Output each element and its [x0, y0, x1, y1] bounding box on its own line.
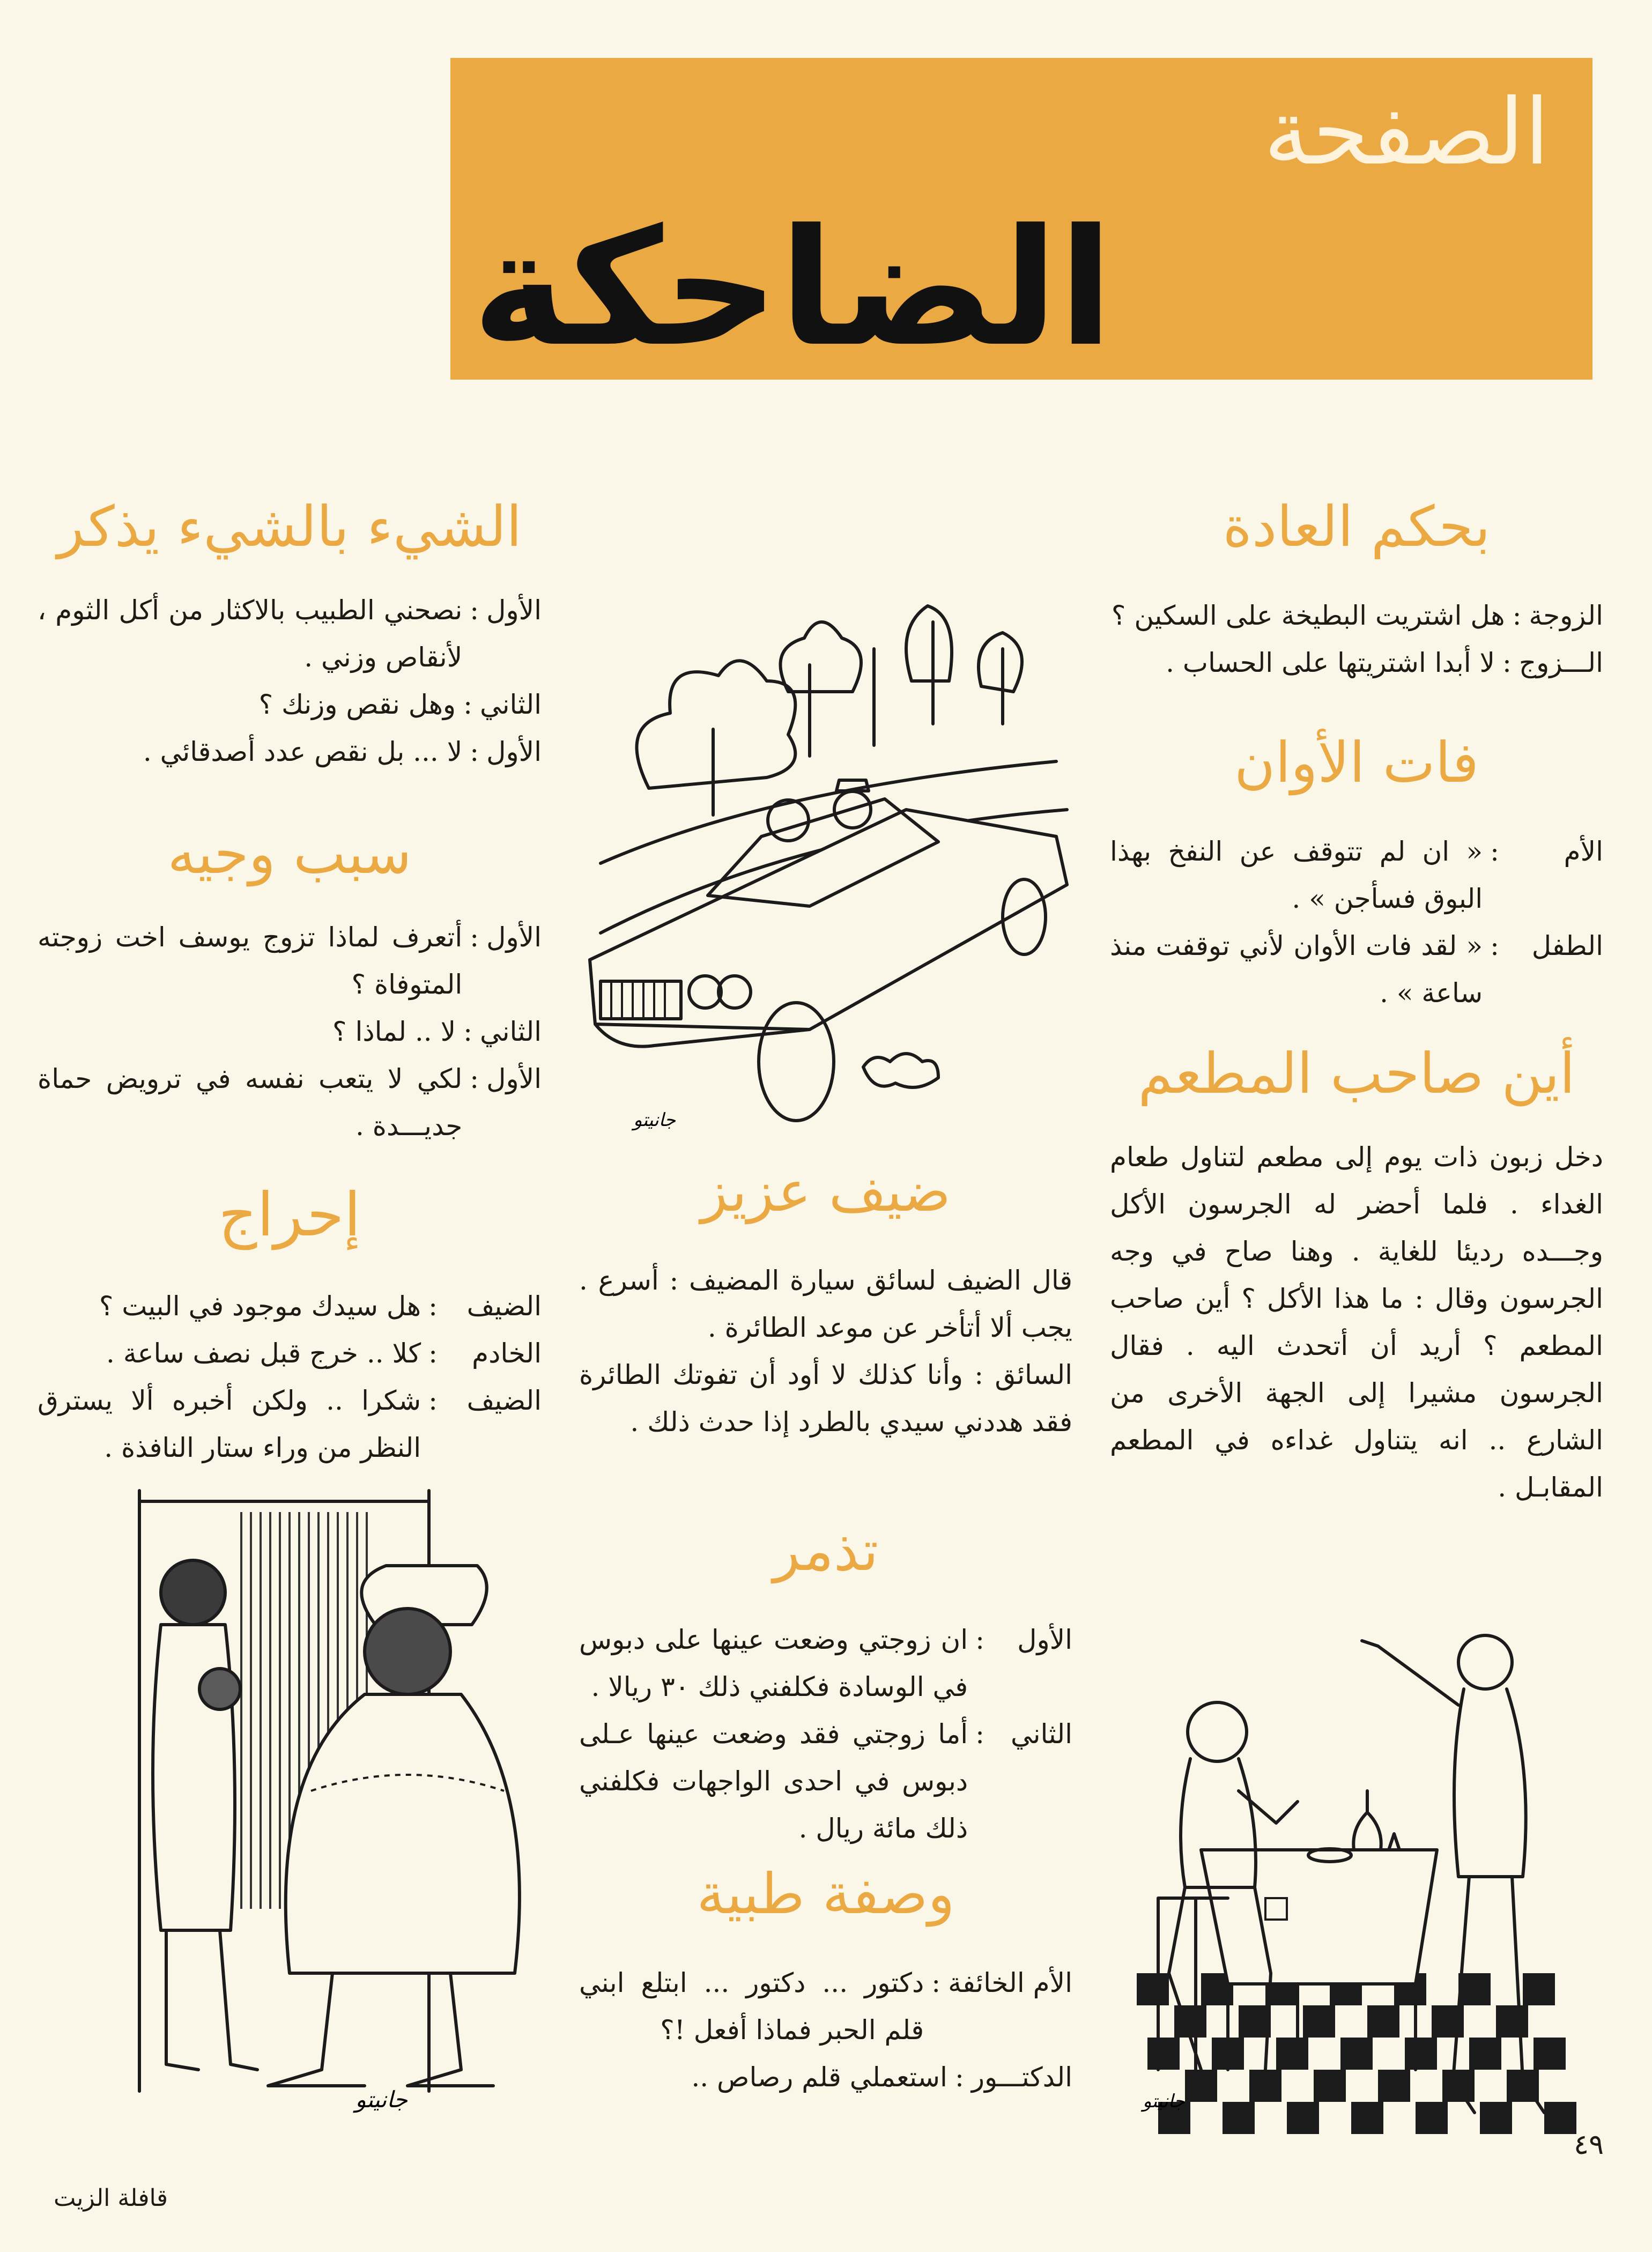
- article-title: وصفة طبية: [697, 1861, 955, 1927]
- floor-tile: [1367, 2005, 1399, 2038]
- article-title: سبب وجيه: [167, 821, 412, 886]
- floor-tile: [1469, 2038, 1501, 2070]
- dialogue-line: الطفل : « لقد فات الأوان لأني توقفت منذ ساعة » .: [1110, 930, 1603, 1009]
- dialogue-line: الـــزوج : لا أبدا اشتريتها على الحساب .: [1166, 647, 1603, 678]
- restaurant-signature: جانيتو: [1143, 2091, 1185, 2112]
- car-illustration: [584, 584, 1078, 1147]
- article-title: بحكم العادة: [1223, 494, 1491, 559]
- floor-tile: [1340, 2038, 1373, 2070]
- floor-tile: [1458, 1973, 1491, 2005]
- floor-tile: [1480, 2102, 1512, 2134]
- article-title: الشيء بالشيء يذكر: [57, 494, 522, 559]
- dialogue-line: الأم : « ان لم تتوقف عن النفخ بهذا البوق فسأجن » .: [1110, 836, 1603, 914]
- dialogue-line: الأول : لكي لا يتعب نفسه في ترويض حماة جديـــدة .: [38, 1063, 542, 1142]
- floor-tile: [1523, 1973, 1555, 2005]
- dialogue-line: السائق : وأنا كذلك لا أود أن تفوتك الطائرة فقد هددني سيدي بالطرد إذا حدث ذلك .: [579, 1359, 1072, 1438]
- article-reminder: [38, 494, 542, 775]
- floor-tile: [1351, 2102, 1383, 2134]
- page-number: ٤٩: [1574, 2129, 1604, 2161]
- floor-tile: [1303, 2005, 1335, 2038]
- door-illustration: [107, 1491, 547, 2113]
- floor-tile: [1223, 2102, 1255, 2134]
- article-habit: [1110, 494, 1603, 686]
- dialogue-line: الزوجة : هل اشتريت البطيخة على السكين ؟: [1111, 600, 1603, 631]
- magazine-name: قافلة الزيت: [54, 2184, 168, 2212]
- banner-title-large: الضاحكة: [472, 195, 1114, 382]
- dialogue-line: الثاني : وهل نقص وزنك ؟: [258, 689, 542, 720]
- dialogue-line: الأم الخائفة : دكتور ... دكتور ... ابتلع ابني قلم الحبر فماذا أفعل !؟: [579, 1967, 1072, 2046]
- car-signature: جانيتو: [633, 1109, 676, 1131]
- article-title: إحراج: [218, 1180, 361, 1250]
- article-too-late: [1110, 730, 1603, 1017]
- floor-tile: [1185, 2070, 1217, 2102]
- article-dear-guest: [579, 1159, 1072, 1446]
- article-reason: [38, 821, 542, 1150]
- banner-title-small: الصفحة: [1263, 79, 1550, 186]
- dialogue-line: قال الضيف لسائق سيارة المضيف : أسرع . يجب ألا أتأخر عن موعد الطائرة .: [579, 1265, 1072, 1343]
- dialogue-line: الأول : ان زوجتي وضعت عينها على دبوس في الوسادة فكلفني ذلك ٣٠ ريالا .: [579, 1624, 1072, 1702]
- article-body: دخل زبون ذات يوم إلى مطعم لتناول طعام الغداء . فلما أحضر له الجرسون الأكل وجـــده رديئا للغاية . وهنا صاح في وجه الجرسون وقال : ما هذا الأكل ؟ أين صاحب المطعم ؟ أريد أن أتحدث اليه . فقال الجرسون مشيرا إلى الجهة الأخرى من الشارع .. انه يتناول غداءه في المطعم المقابـل .: [1110, 1142, 1603, 1503]
- floor-tile: [1147, 2038, 1180, 2070]
- dialogue-line: الضيف : شكرا .. ولكن أخبره ألا يسترق النظر من وراء ستار النافذة .: [38, 1385, 542, 1463]
- dialogue-line: الضيف : هل سيدك موجود في البيت ؟: [99, 1291, 542, 1322]
- article-title: تذمر: [773, 1518, 879, 1583]
- floor-tile: [1496, 2005, 1528, 2038]
- article-embarrassment: [38, 1180, 542, 1471]
- checker-floor: [1137, 1973, 1576, 2134]
- article-prescription: [579, 1861, 1072, 2101]
- floor-tile: [1314, 2070, 1346, 2102]
- restaurant-illustration: [1137, 1598, 1576, 2134]
- article-title: ضيف عزيز: [700, 1159, 951, 1224]
- dialogue-line: الأول : لا ... بل نقص عدد أصدقائي .: [143, 736, 542, 767]
- article-title: أين صاحب المطعم: [1138, 1041, 1575, 1106]
- floor-tile: [1137, 1973, 1169, 2005]
- floor-tile: [1416, 2102, 1448, 2134]
- floor-tile: [1405, 2038, 1437, 2070]
- header-banner: [450, 58, 1592, 380]
- door-signature: جانيتو: [355, 2086, 408, 2113]
- floor-tile: [1378, 2070, 1410, 2102]
- article-title: فات الأوان: [1234, 730, 1479, 795]
- dialogue-line: الأول : نصحني الطبيب بالاكثار من أكل الثوم ، لأنقاص وزني .: [38, 595, 542, 673]
- dialogue-line: الأول : أتعرف لماذا تزوج يوسف اخت زوجته المتوفاة ؟: [38, 922, 542, 1000]
- floor-tile: [1534, 2038, 1566, 2070]
- floor-tile: [1287, 2102, 1319, 2134]
- article-grumble: [579, 1518, 1072, 1852]
- article-owner: [1110, 1041, 1603, 1511]
- dialogue-line: الثاني : أما زوجتي فقد وضعت عينها عـلى دبوس في احدى الواجهات فكلفني ذلك مائة ريال .: [579, 1718, 1072, 1844]
- floor-tile: [1276, 2038, 1308, 2070]
- dialogue-line: الدكتـــور : استعملي قلم رصاص ..: [691, 2062, 1072, 2093]
- dialogue-line: الخادم : كلا .. خرج قبل نصف ساعة .: [106, 1338, 542, 1369]
- dialogue-line: الثاني : لا .. لماذا ؟: [332, 1016, 542, 1047]
- floor-tile: [1249, 2070, 1281, 2102]
- floor-tile: [1544, 2102, 1576, 2134]
